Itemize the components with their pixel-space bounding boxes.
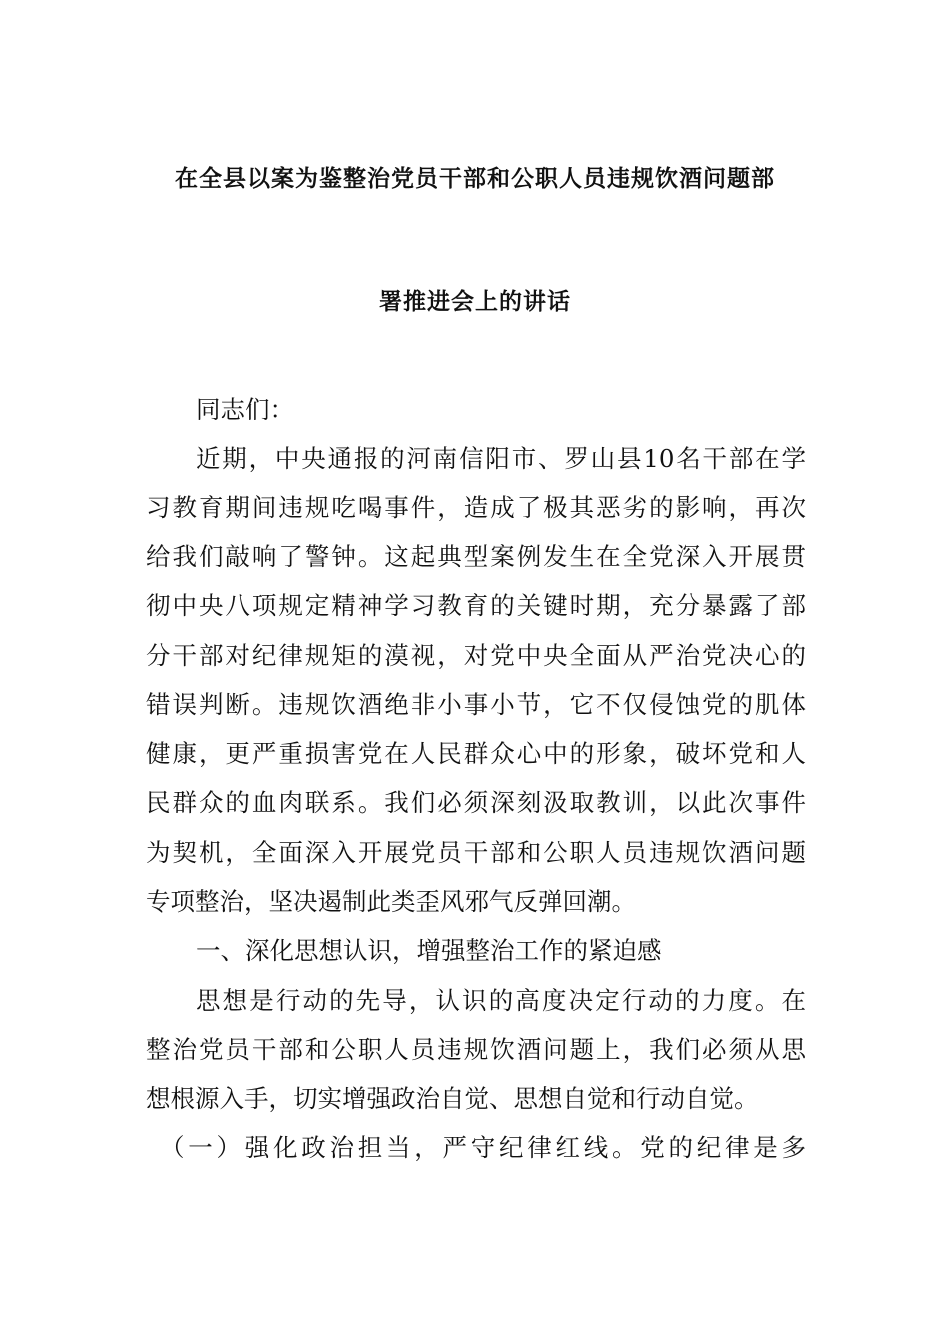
paragraph-1-line: 近期，中央通报的河南信阳市、罗山县10名干部在学 <box>196 444 806 473</box>
salutation: 同志们： <box>196 395 294 424</box>
paragraph-1-line: 健康，更严重损害党在人民群众心中的形象，破坏党和人 <box>146 739 806 768</box>
paragraph-1-line: 为契机，全面深入开展党员干部和公职人员违规饮酒问题 <box>146 838 806 867</box>
paragraph-2-line: 想根源入手，切实增强政治自觉、思想自觉和行动自觉。 <box>146 1084 759 1113</box>
paragraph-1-line: 民群众的血肉联系。我们必须深刻汲取教训，以此次事件 <box>146 788 806 817</box>
paragraph-1-line: 专项整治，坚决遏制此类歪风邪气反弹回潮。 <box>146 887 636 916</box>
document-title-line-2: 署推进会上的讲话 <box>379 289 571 315</box>
document-title-line-1: 在全县以案为鉴整治党员干部和公职人员违规饮酒问题部 <box>175 166 775 192</box>
paragraph-1-line: 彻中央八项规定精神学习教育的关键时期，充分暴露了部 <box>146 591 806 620</box>
paragraph-1-line: 习教育期间违规吃喝事件，造成了极其恶劣的影响，再次 <box>146 493 806 522</box>
paragraph-1-line: 分干部对纪律规矩的漠视，对党中央全面从严治党决心的 <box>146 641 806 670</box>
paragraph-2-line: 整治党员干部和公职人员违规饮酒问题上，我们必须从思 <box>146 1035 806 1064</box>
section-heading-1: 一、深化思想认识，增强整治工作的紧迫感 <box>196 936 662 965</box>
subsection-heading-1: （一）强化政治担当，严守纪律红线。党的纪律是多 <box>160 1133 806 1162</box>
paragraph-1-line: 给我们敲响了警钟。这起典型案例发生在全党深入开展贯 <box>146 542 806 571</box>
paragraph-2-line: 思想是行动的先导，认识的高度决定行动的力度。在 <box>196 986 806 1015</box>
paragraph-1-line: 错误判断。违规饮酒绝非小事小节，它不仅侵蚀党的肌体 <box>146 690 806 719</box>
